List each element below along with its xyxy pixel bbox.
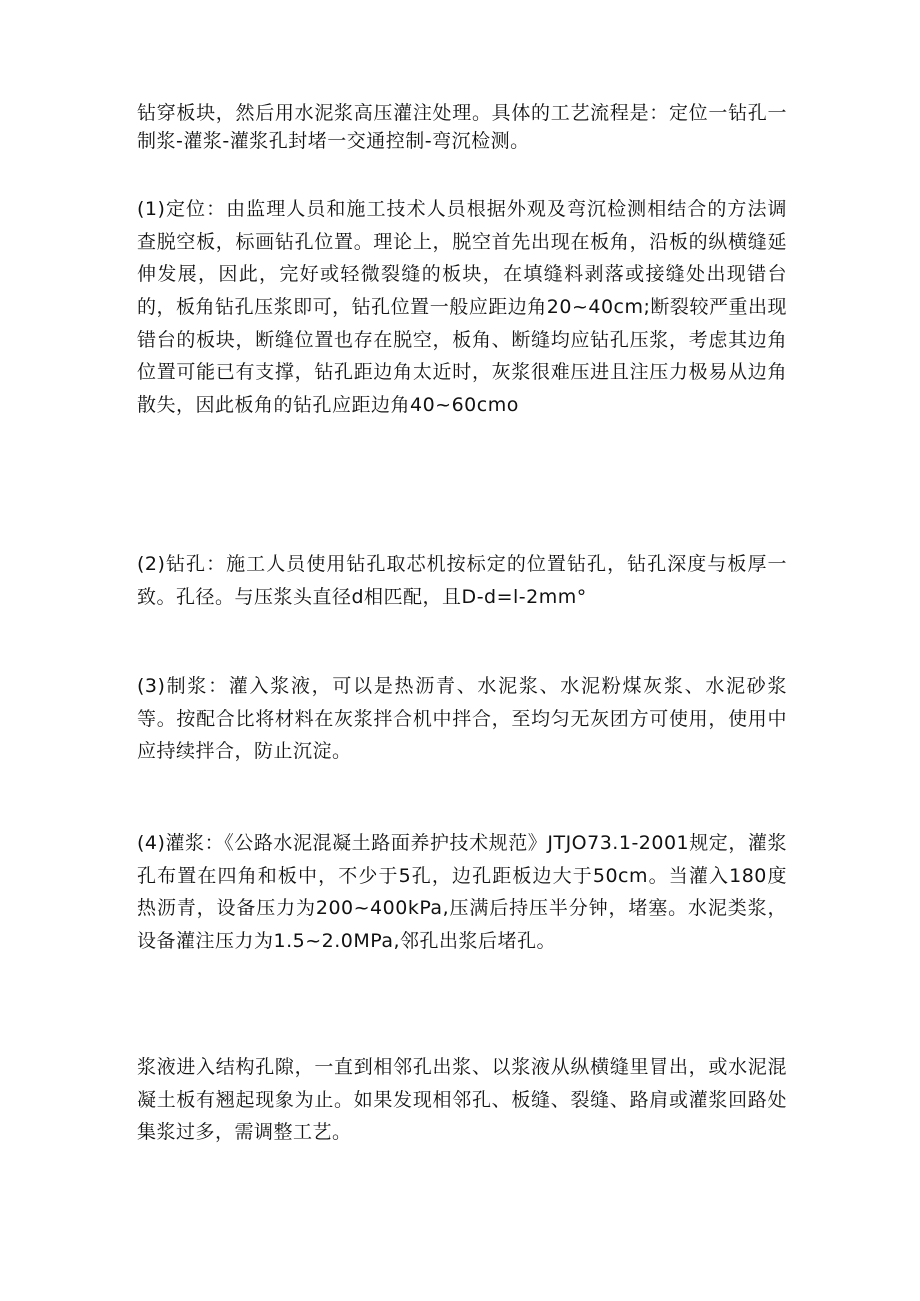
paragraph-drilling: (2)钻孔：施工人员使用钻孔取芯机按标定的位置钻孔，钻孔深度与板厚一致。孔径。与压浆头直径d相匹配，且D-d=l-2mm° xyxy=(137,553,787,608)
paragraph-process-flow: 钻穿板块，然后用水泥浆高压灌注处理。具体的工艺流程是：定位一钻孔一制浆-灌浆-灌浆孔封堵一交通控制-弯沉检测。 xyxy=(137,102,787,153)
paragraph-slurry-penetration: 浆液进入结构孔隙，一直到相邻孔出浆、以浆液从纵横缝里冒出，或水泥混凝土板有翘起现象为止。如果发现相邻孔、板缝、裂缝、路肩或灌浆回路处集浆过多，需调整工艺。 xyxy=(137,1056,787,1144)
paragraph-slurry-making: (3)制浆：灌入浆液，可以是热沥青、水泥浆、水泥粉煤灰浆、水泥砂浆等。按配合比将材料在灰浆拌合机中拌合，至均匀无灰团方可使用，使用中应持续拌合，防止沉淀。 xyxy=(137,675,787,763)
paragraph-grouting: (4)灌浆：《公路水泥混凝土路面养护技术规范》JTJO73.1-2001规定，灌浆孔布置在四角和板中，不少于5孔，边孔距板边大于50cm。当灌入180度热沥青，设备压力为200~400kPa,压满后持压半分钟，堵塞。水泥类浆，设备灌注压力为1.5~2.0MPa,邻孔出浆后堵孔。 xyxy=(137,832,787,953)
paragraph-positioning: (1)定位：由监理人员和施工技术人员根据外观及弯沉检测相结合的方法调查脱空板，标画钻孔位置。理论上，脱空首先出现在板角，沿板的纵横缝延伸发展，因此，完好或轻微裂缝的板块，在填缝料剥落或接缝处出现错台的，板角钻孔压浆即可，钻孔位置一般应距边角20~40cm;断裂较严重出现错台的板块，断缝位置也存在脱空，板角、断缝均应钻孔压浆，考虑其边角位置可能已有支撑，钻孔距边角太近时，灰浆很难压进且注压力极易从边角散失，因此板角的钻孔应距边角40~60cmo xyxy=(137,198,787,417)
